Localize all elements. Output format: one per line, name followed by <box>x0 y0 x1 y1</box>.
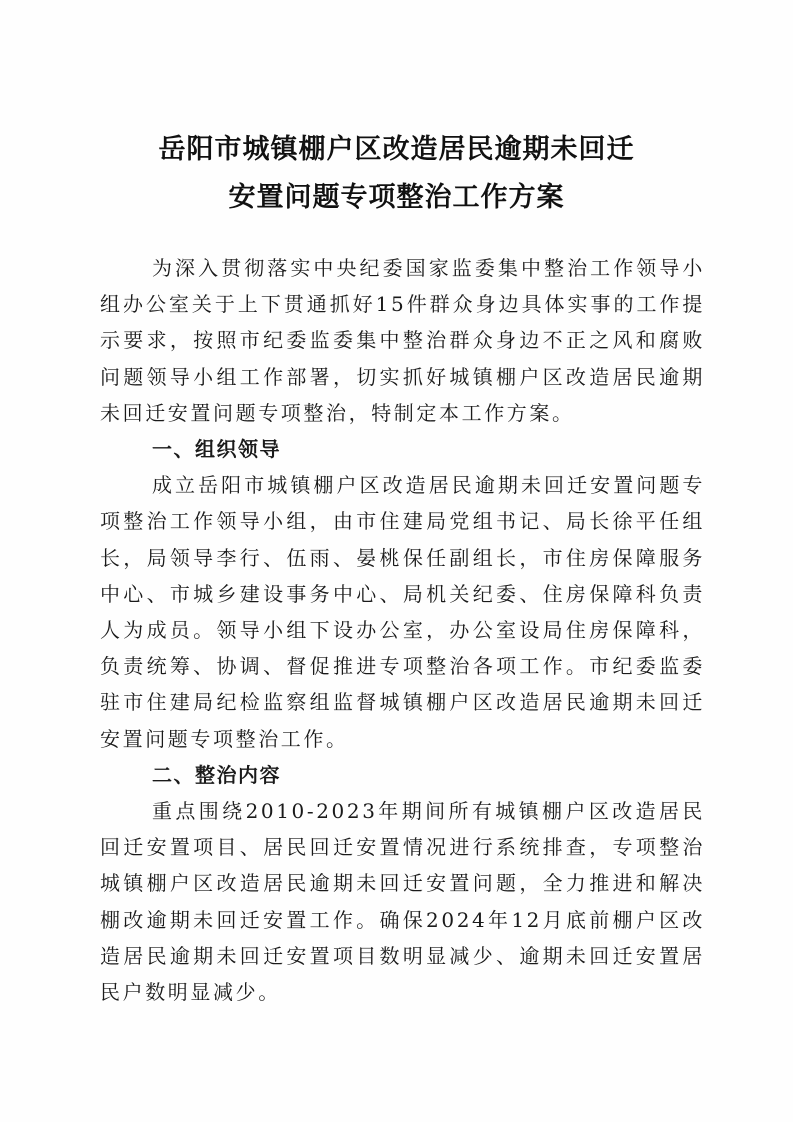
document-title-line-2: 安置问题专项整治工作方案 <box>228 182 565 213</box>
section-1-heading: 一、组织领导 <box>152 437 281 462</box>
section-2-heading: 二、整治内容 <box>152 762 281 787</box>
intro-paragraph: 为深入贯彻落实中央纪委国家监委集中整治工作领导小组办公室关于上下贯通抓好15件群众身边具体实事的工作提示要求，按照市纪委监委集中整治群众身边不正之风和腐败问题领导小组工作部署，切实抓好城镇棚户区改造居民逾期未回迁安置问题专项整治，特制定本工作方案。 <box>100 256 705 425</box>
document-title-line-1: 岳阳市城镇棚户区改造居民逾期未回迁 <box>158 134 635 165</box>
document-body <box>100 250 705 1010</box>
section-1-paragraph: 成立岳阳市城镇棚户区改造居民逾期未回迁安置问题专项整治工作领导小组，由市住建局党组书记、局长徐平任组长，局领导李行、伍雨、晏桃保任副组长，市住房保障服务中心、市城乡建设事务中心、局机关纪委、住房保障科负责人为成员。领导小组下设办公室，办公室设局住房保障科，负责统筹、协调、督促推进专项整治各项工作。市纪委监委驻市住建局纪检监察组监督城镇棚户区改造居民逾期未回迁安置问题专项整治工作。 <box>100 473 705 751</box>
section-2-paragraph: 重点围绕2010-2023年期间所有城镇棚户区改造居民回迁安置项目、居民回迁安置情况进行系统排查，专项整治城镇棚户区改造居民逾期未回迁安置问题，全力推进和解决棚改逾期未回迁安置工作。确保2024年12月底前棚户区改造居民逾期未回迁安置项目数明显减少、逾期未回迁安置居民户数明显减少。 <box>100 799 705 1005</box>
